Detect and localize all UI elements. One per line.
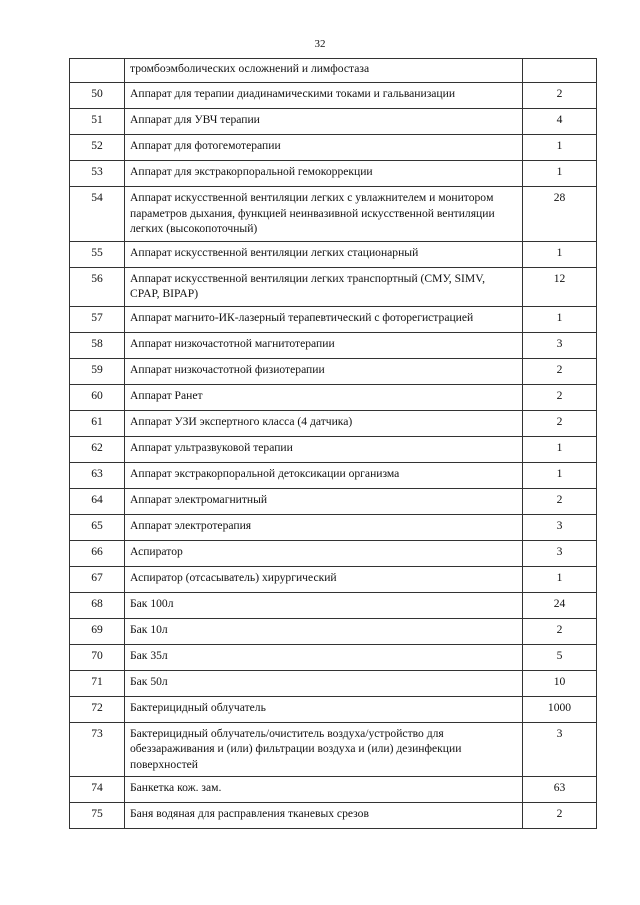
row-number-cell: 72: [70, 696, 125, 722]
quantity-cell: 1: [523, 161, 597, 187]
table-row: [70, 410, 597, 436]
row-number-cell: 66: [70, 540, 125, 566]
table-row: [70, 566, 597, 592]
item-name-cell: Аппарат искусственной вентиляции легких стационарный: [125, 241, 523, 267]
quantity-cell: 1: [523, 135, 597, 161]
quantity-cell: [523, 59, 597, 83]
item-name-cell: Банкетка кож. зам.: [125, 777, 523, 803]
table-row: [70, 592, 597, 618]
row-number-cell: 57: [70, 306, 125, 332]
row-number-cell: [70, 59, 125, 83]
quantity-cell: 2: [523, 488, 597, 514]
quantity-cell: 10: [523, 670, 597, 696]
item-name-cell: Аппарат ультразвуковой терапии: [125, 436, 523, 462]
row-number-cell: 67: [70, 566, 125, 592]
item-name-cell: тромбоэмболических осложнений и лимфостаза: [125, 59, 523, 83]
item-name-cell: Аппарат экстракорпоральной детоксикации организма: [125, 462, 523, 488]
table-row: [70, 267, 597, 306]
quantity-cell: 3: [523, 332, 597, 358]
quantity-cell: 4: [523, 109, 597, 135]
row-number-cell: 68: [70, 592, 125, 618]
quantity-cell: 2: [523, 618, 597, 644]
table-row: [70, 332, 597, 358]
quantity-cell: 3: [523, 540, 597, 566]
quantity-cell: 1: [523, 306, 597, 332]
quantity-cell: 63: [523, 777, 597, 803]
item-name-cell: Бак 50л: [125, 670, 523, 696]
row-number-cell: 73: [70, 722, 125, 777]
quantity-cell: 2: [523, 410, 597, 436]
row-number-cell: 63: [70, 462, 125, 488]
table-row-continuation: [70, 59, 597, 83]
table-row: [70, 109, 597, 135]
quantity-cell: 12: [523, 267, 597, 306]
quantity-cell: 24: [523, 592, 597, 618]
row-number-cell: 65: [70, 514, 125, 540]
row-number-cell: 55: [70, 241, 125, 267]
item-name-cell: Аппарат для УВЧ терапии: [125, 109, 523, 135]
quantity-cell: 2: [523, 384, 597, 410]
table-row: [70, 670, 597, 696]
item-name-cell: Бак 100л: [125, 592, 523, 618]
row-number-cell: 56: [70, 267, 125, 306]
item-name-cell: Бак 35л: [125, 644, 523, 670]
table-row: [70, 462, 597, 488]
item-name-cell: Аппарат для экстракорпоральной гемокоррекции: [125, 161, 523, 187]
row-number-cell: 54: [70, 187, 125, 242]
table-row: [70, 358, 597, 384]
row-number-cell: 60: [70, 384, 125, 410]
quantity-cell: 2: [523, 803, 597, 829]
quantity-cell: 28: [523, 187, 597, 242]
quantity-cell: 2: [523, 83, 597, 109]
row-number-cell: 61: [70, 410, 125, 436]
item-name-cell: Аппарат искусственной вентиляции легких с увлажнителем и мониторoм параметров дыхания, функцией неинвазивной искусственной вентиляции легких (высокопоточный): [125, 187, 523, 242]
item-name-cell: Аппарат электромагнитный: [125, 488, 523, 514]
table-row: [70, 803, 597, 829]
row-number-cell: 75: [70, 803, 125, 829]
row-number-cell: 53: [70, 161, 125, 187]
item-name-cell: Аппарат магнито-ИК-лазерный терапевтический с фоторегистрацией: [125, 306, 523, 332]
quantity-cell: 1: [523, 436, 597, 462]
row-number-cell: 71: [70, 670, 125, 696]
row-number-cell: 59: [70, 358, 125, 384]
item-name-cell: Бактерицидный облучатель: [125, 696, 523, 722]
item-name-cell: Аппарат низкочастотной физиотерапии: [125, 358, 523, 384]
table-row: [70, 161, 597, 187]
item-name-cell: Аппарат УЗИ экспертного класса (4 датчика): [125, 410, 523, 436]
table-row: [70, 514, 597, 540]
item-name-cell: Аспиратор (отсасыватель) хирургический: [125, 566, 523, 592]
table-row: [70, 488, 597, 514]
item-name-cell: Аппарат для терапии диадинамическими токами и гальванизации: [125, 83, 523, 109]
equipment-table: [69, 58, 597, 829]
item-name-cell: Аппарат для фотогемотерапии: [125, 135, 523, 161]
row-number-cell: 52: [70, 135, 125, 161]
table-row: [70, 83, 597, 109]
table-row: [70, 777, 597, 803]
quantity-cell: 1000: [523, 696, 597, 722]
item-name-cell: Бактерицидный облучатель/очиститель воздуха/устройство для обеззараживания и (или) фильтрации воздуха и (или) дезинфекции поверхностей: [125, 722, 523, 777]
quantity-cell: 3: [523, 514, 597, 540]
row-number-cell: 69: [70, 618, 125, 644]
equipment-table-body: [70, 59, 597, 829]
item-name-cell: Баня водяная для расправления тканевых срезов: [125, 803, 523, 829]
table-row: [70, 436, 597, 462]
row-number-cell: 58: [70, 332, 125, 358]
item-name-cell: Аппарат электротерапия: [125, 514, 523, 540]
item-name-cell: Аспиратор: [125, 540, 523, 566]
table-row: [70, 241, 597, 267]
row-number-cell: 70: [70, 644, 125, 670]
quantity-cell: 1: [523, 241, 597, 267]
table-row: [70, 644, 597, 670]
quantity-cell: 2: [523, 358, 597, 384]
page-number: 32: [314, 38, 326, 50]
item-name-cell: Бак 10л: [125, 618, 523, 644]
table-row: [70, 187, 597, 242]
table-row: [70, 306, 597, 332]
row-number-cell: 62: [70, 436, 125, 462]
row-number-cell: 64: [70, 488, 125, 514]
quantity-cell: 1: [523, 566, 597, 592]
item-name-cell: Аппарат искусственной вентиляции легких транспортный (СМУ, SIMV, CPAP, BIPAP): [125, 267, 523, 306]
table-row: [70, 696, 597, 722]
row-number-cell: 50: [70, 83, 125, 109]
quantity-cell: 3: [523, 722, 597, 777]
row-number-cell: 74: [70, 777, 125, 803]
item-name-cell: Аппарат Ранет: [125, 384, 523, 410]
item-name-cell: Аппарат низкочастотной магнитотерапии: [125, 332, 523, 358]
row-number-cell: 51: [70, 109, 125, 135]
table-row: [70, 618, 597, 644]
table-row: [70, 722, 597, 777]
table-row: [70, 540, 597, 566]
table-row: [70, 135, 597, 161]
quantity-cell: 1: [523, 462, 597, 488]
table-row: [70, 384, 597, 410]
quantity-cell: 5: [523, 644, 597, 670]
